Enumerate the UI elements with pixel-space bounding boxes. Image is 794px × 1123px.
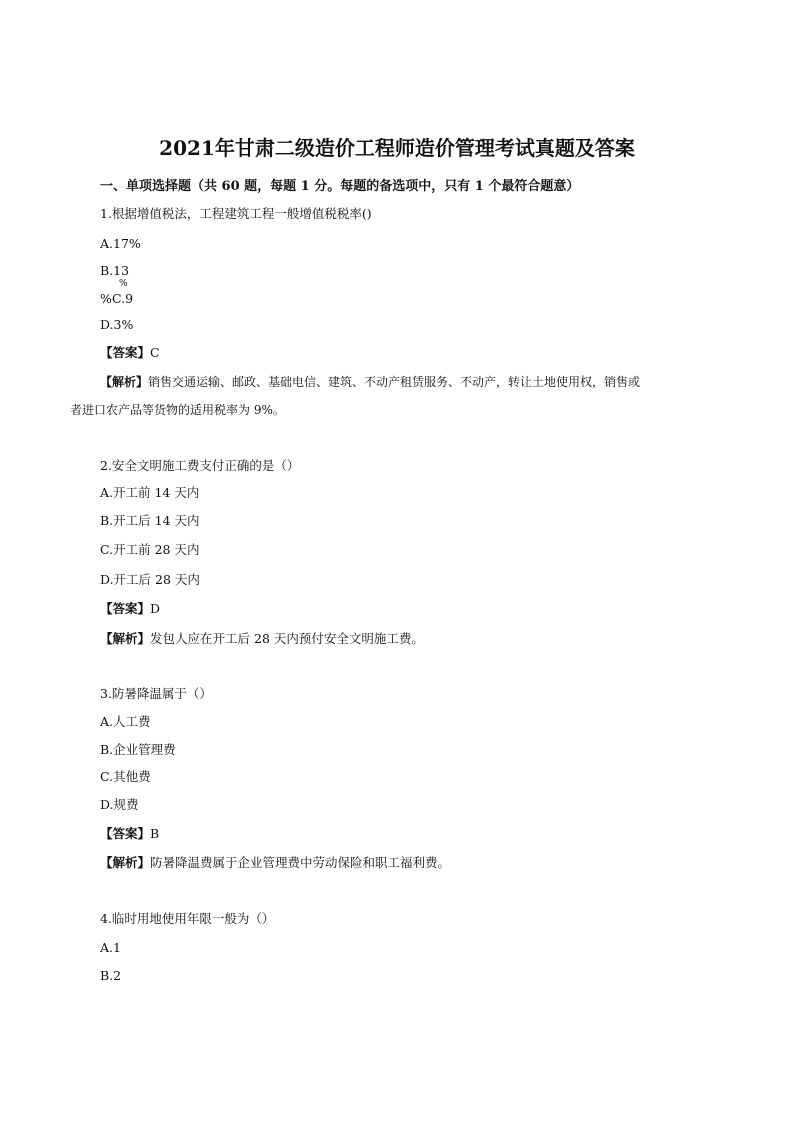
answer-value: C bbox=[150, 345, 160, 360]
q4-option-b: B.2 bbox=[100, 968, 122, 983]
q1-analysis-line-2: 者进口农产品等货物的适用税率为 9%。 bbox=[70, 403, 285, 417]
q3-stem: 3.防暑降温属于（） bbox=[100, 686, 212, 701]
q2-option-a: A.开工前 14 天内 bbox=[100, 485, 200, 500]
q4-stem: 4.临时用地使用年限一般为（） bbox=[100, 911, 275, 926]
analysis-text: 防暑降温费属于企业管理费中劳动保险和职工福利费。 bbox=[150, 855, 451, 870]
q1-option-d: D.3% bbox=[100, 317, 134, 332]
analysis-text: 销售交通运输、邮政、基础电信、建筑、不动产租赁服务、不动产，转让土地使用权，销售或 bbox=[148, 375, 641, 389]
q2-answer bbox=[100, 601, 160, 617]
q3-option-c: C.其他费 bbox=[100, 769, 151, 784]
answer-label: 【答案】 bbox=[100, 826, 151, 841]
q3-option-a: A.人工费 bbox=[100, 714, 151, 729]
q2-option-b: B.开工后 14 天内 bbox=[100, 513, 200, 528]
analysis-label: 【解析】 bbox=[100, 375, 149, 389]
q1-option-a: A.17% bbox=[100, 236, 141, 251]
answer-value: D bbox=[150, 601, 161, 616]
q2-stem: 2.安全文明施工费支付正确的是（） bbox=[100, 458, 300, 473]
q1-stem: 1.根据增值税法，工程建筑工程一般增值税税率() bbox=[100, 206, 372, 221]
q1-option-c-prefix: % bbox=[100, 291, 112, 306]
analysis-label: 【解析】 bbox=[100, 631, 151, 646]
answer-label: 【答案】 bbox=[100, 601, 151, 616]
q1-option-c: C.9 bbox=[112, 291, 134, 306]
page-title: 2021年甘肃二级造价工程师造价管理考试真题及答案 bbox=[159, 136, 635, 160]
q3-analysis bbox=[100, 855, 450, 871]
section-heading: 一、单项选择题（共 60 题，每题 1 分。每题的备选项中，只有 1 个最符合题意） bbox=[100, 179, 580, 194]
analysis-text: 发包人应在开工后 28 天内预付安全文明施工费。 bbox=[150, 631, 424, 646]
q2-option-c: C.开工前 28 天内 bbox=[100, 542, 200, 557]
q1-option-b-percent: % bbox=[119, 279, 128, 289]
q3-option-b: B.企业管理费 bbox=[100, 742, 176, 757]
answer-value: B bbox=[150, 826, 160, 841]
q1-option-b: B.13 bbox=[100, 263, 130, 278]
answer-label: 【答案】 bbox=[100, 345, 151, 360]
analysis-label: 【解析】 bbox=[100, 855, 151, 870]
q4-option-a: A.1 bbox=[100, 940, 121, 955]
q2-option-d: D.开工后 28 天内 bbox=[100, 572, 200, 587]
q3-option-d: D.规费 bbox=[100, 797, 139, 812]
q3-answer bbox=[100, 826, 159, 842]
q1-analysis-line-1 bbox=[100, 374, 640, 390]
q1-answer bbox=[100, 345, 160, 361]
q2-analysis bbox=[100, 631, 424, 647]
